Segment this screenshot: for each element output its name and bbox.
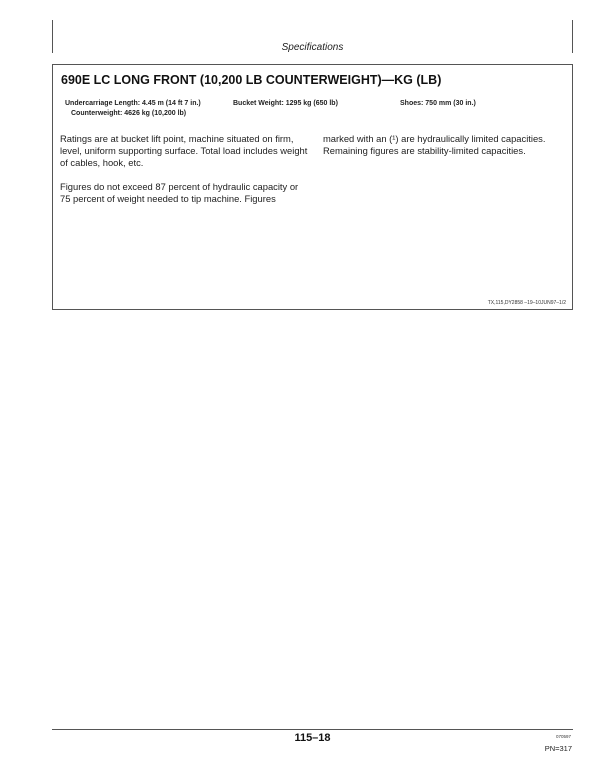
counterweight: Counterweight: 4626 kg (10,200 lb) xyxy=(71,110,187,117)
paragraph-figures: Figures do not exceed 87 percent of hydraulic capacity or 75 percent of weight needed to tip machine. Figures xyxy=(60,181,299,204)
footer-rule xyxy=(52,729,573,730)
footer-date-code: 070597 xyxy=(555,734,571,739)
specification-box xyxy=(52,64,573,310)
footer-pn: PN=317 xyxy=(544,744,572,753)
reference-code: TX,115,DY2858 –19–10JUN97–1/2 xyxy=(487,300,566,306)
paragraph-capacities: marked with an (¹) are hydraulically limited capacities. Remaining figures are stability-limited capacities. xyxy=(323,133,546,156)
shoes: Shoes: 750 mm (30 in.) xyxy=(400,100,476,107)
section-header: Specifications xyxy=(281,42,344,53)
spec-title: 690E LC LONG FRONT (10,200 LB COUNTERWEIGHT)—KG (LB) xyxy=(61,73,442,87)
bucket-weight: Bucket Weight: 1295 kg (650 lb) xyxy=(233,100,338,107)
page-number: 115–18 xyxy=(294,732,331,744)
undercarriage-length: Undercarriage Length: 4.45 m (14 ft 7 in.) xyxy=(65,100,201,107)
paragraph-ratings: Ratings are at bucket lift point, machine situated on firm, level, uniform supporting surface. Total load includes weight of cables, hook, etc. xyxy=(60,133,308,168)
